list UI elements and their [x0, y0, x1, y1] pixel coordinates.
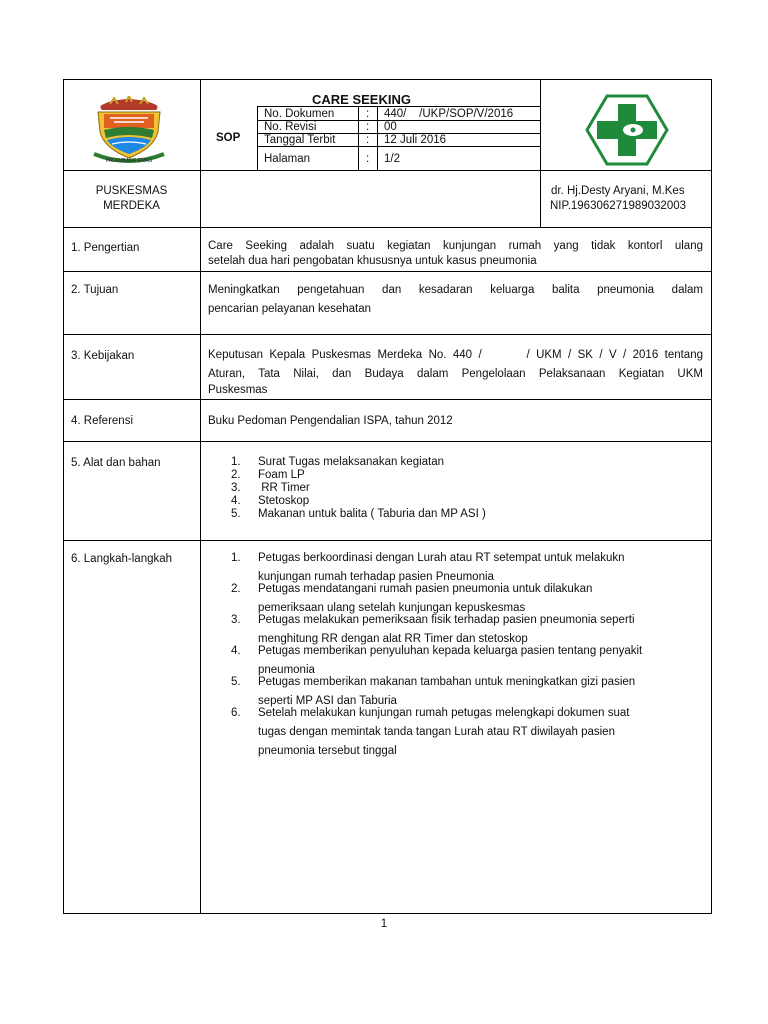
- field-value-halaman: 1/2: [384, 153, 400, 165]
- field-value-no-dokumen: 440/ /UKP/SOP/V/2016: [384, 108, 514, 120]
- section-label-tujuan: 2. Tujuan: [71, 284, 119, 296]
- header-right-divider: [540, 79, 541, 227]
- list-item: 1. Surat Tugas melaksanakan kegiatan: [231, 456, 445, 468]
- field-sep: :: [366, 121, 370, 133]
- list-item: 3. Petugas melakukan pemeriksaan fisik terhadap pasien pneumonia seperti menghitung RR dengan alat RR Timer dan stetoskop: [231, 614, 635, 645]
- section-label-referensi: 4. Referensi: [71, 415, 134, 427]
- langkah-list: [231, 552, 642, 758]
- field-label-no-dokumen: No. Dokumen: [264, 108, 335, 120]
- list-item: 1. Petugas berkoordinasi dengan Lurah atau RT setempat untuk melakukn kunjungan rumah terhadap pasien Pneumonia: [231, 552, 625, 583]
- tujuan-text: Meningkatkan pengetahuan dan kesadaran keluarga balita pneumonia dalam pencarian pelayanan kesehatan: [208, 284, 703, 315]
- field-label-no-revisi: No. Revisi: [264, 121, 317, 133]
- header-row-line: [63, 170, 711, 171]
- list-item: 4. Stetoskop: [231, 495, 310, 507]
- section-label-langkah: 6. Langkah-langkah: [71, 553, 173, 565]
- page-number: 1: [380, 918, 388, 930]
- field-sep: :: [366, 134, 370, 146]
- pengertian-text: Care Seeking adalah suatu kegiatan kunjungan rumah yang tidak kontorl ulang setelah dua hari pengobatan khususnya untuk kasus pneumonia: [208, 240, 703, 267]
- field-sep: :: [366, 153, 370, 165]
- list-item: 6. Setelah melakukan kunjungan rumah petugas melengkapi dokumen suat tugas dengan memintak tanda tangan Lurah atau RT diwilayah pasien pneumonia tersebut tinggal: [231, 707, 630, 757]
- row-line: [63, 334, 711, 335]
- org-name-line2: MERDEKA: [103, 200, 160, 212]
- colon-left-divider: [358, 106, 359, 170]
- alat-bahan-list: [231, 456, 486, 521]
- list-item: 5. Petugas memberikan makanan tambahan untuk meningkatkan gizi pasien seperti MP ASI dan Taburia: [231, 676, 636, 707]
- kebijakan-text: Keputusan Kepala Puskesmas Merdeka No. 440 / / UKM / SK / V / 2016 tentang Aturan, Tata Nilai, dan Budaya dalam Pengelolaan Pelaksanaan Kegiatan UKM Puskesmas: [208, 349, 703, 396]
- row-line: [63, 227, 711, 228]
- list-item: 2. Petugas mendatangani rumah pasien pneumonia untuk dilakukan pemeriksaan ulang setelah kunjungan kepuskesmas: [231, 583, 593, 614]
- colon-right-divider: [377, 106, 378, 170]
- field-label-halaman: Halaman: [264, 153, 311, 165]
- section-label-pengertian: 1. Pengertian: [71, 242, 140, 254]
- sop-divider: [257, 106, 258, 170]
- signer-name: dr. Hj.Desty Aryani, M.Kes: [551, 185, 685, 197]
- field-label-tanggal-terbit: Tanggal Terbit: [264, 134, 336, 146]
- sop-label: SOP: [216, 132, 241, 144]
- document-title: CARE SEEKING: [312, 92, 411, 107]
- logo-caption: PALEMBANG EMAS: [105, 158, 153, 164]
- row-line: [63, 441, 711, 442]
- section-label-alat-bahan: 5. Alat dan bahan: [71, 457, 161, 469]
- puskesmas-logo: [585, 94, 669, 166]
- row-line: [63, 399, 711, 400]
- list-item: 3. RR Timer: [231, 482, 310, 494]
- referensi-text: Buku Pedoman Pengendalian ISPA, tahun 2012: [208, 415, 453, 427]
- signer-nip: NIP.196306271989032003: [550, 200, 687, 212]
- field-value-no-revisi: 00: [384, 121, 397, 133]
- org-name-line1: PUSKESMAS: [95, 185, 168, 197]
- section-label-kebijakan: 3. Kebijakan: [71, 350, 135, 362]
- field-value-tanggal-terbit: 12 Juli 2016: [384, 134, 447, 146]
- list-item: 2. Foam LP: [231, 469, 305, 481]
- list-item: 4. Petugas memberikan penyuluhan kepada keluarga pasien tentang penyakit pneumonia: [231, 645, 643, 676]
- field-sep: :: [366, 108, 370, 120]
- column-divider: [200, 79, 201, 913]
- list-item: 5. Makanan untuk balita ( Taburia dan MP ASI ): [231, 508, 486, 520]
- row-line: [63, 540, 711, 541]
- city-emblem-logo: [90, 96, 168, 166]
- row-line: [63, 271, 711, 272]
